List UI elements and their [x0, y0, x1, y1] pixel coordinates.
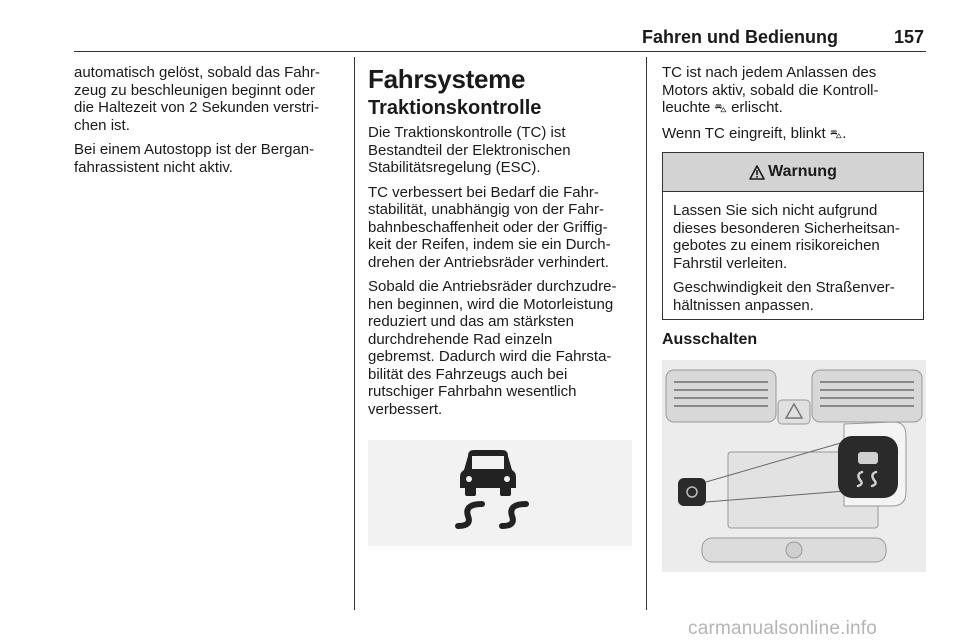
paragraph-tc-function: TC verbessert bei Bedarf die Fahr- stabilität, unabhängig von der Fahr- bahnbeschaffenheit oder der Griffig- keit der Reifen, indem sie ein Durch- drehen der Antriebsräder verhindert. [368, 183, 611, 271]
watermark: carmanualsonline.info [688, 618, 878, 639]
warning-triangle-icon [749, 165, 765, 180]
paragraph-hill-start-release: automatisch gelöst, sobald das Fahr- zeug zu beschleunigen beginnt oder die Haltezeit von 2 Sekunden verstri- chen ist. [74, 64, 320, 134]
subsection-title-switch-off: Ausschalten [662, 331, 758, 348]
column-1 [74, 64, 346, 183]
paragraph-tc-activation: TC ist nach jedem Anlassen des Motors aktiv, sobald die Kontroll- leuchte ⛍ erlischt. [662, 64, 879, 116]
traction-control-icon [368, 440, 632, 546]
warning-box [662, 152, 924, 320]
tc-warning-light-icon: ⛍ [829, 126, 843, 141]
page-number: 157 [893, 27, 924, 47]
column-3-lower [662, 330, 926, 350]
paragraph-tc-operation: Sobald die Antriebsräder durchzudre- hen beginnen, wird die Motorleistung reduziert und das am stärksten durchdrehende Rad einzeln gebremst. Dadurch wird die Fahrsta- bilität des Fahrzeugs auch bei rutschiger Fahrbahn wesentlich verbessert. [368, 278, 617, 418]
warning-header [663, 153, 923, 192]
warning-paragraph-1: Lassen Sie sich nicht aufgrund dieses besonderen Sicherheitsan- gebotes zu einem risikoreichen Fahrstil verleiten. [673, 202, 900, 272]
column-2 [368, 64, 636, 425]
page-header [74, 26, 926, 52]
paragraph-tc-flashes: Wenn TC eingreift, blinkt ⛍. [662, 124, 847, 142]
tc-warning-light-icon: ⛍ [714, 101, 727, 115]
warning-paragraph-2: Geschwindigkeit den Straßenver- hältnissen anpassen. [673, 279, 895, 314]
paragraph-autostop-note: Bei einem Autostopp ist der Bergan- fahrassistent nicht aktiv. [74, 141, 315, 176]
section-title: Fahrsysteme [368, 64, 526, 94]
chapter-title: Fahren und Bedienung [642, 27, 838, 47]
column-divider-right [646, 57, 647, 610]
paragraph-tc-definition: Die Traktionskontrolle (TC) ist Bestandteil der Elektronischen Stabilitätsregelung (ESC). [368, 124, 571, 176]
column-3 [662, 64, 926, 150]
warning-title: Warnung [768, 163, 837, 180]
dashboard-tc-button-illustration [662, 360, 926, 572]
column-divider-left [354, 57, 355, 610]
subsection-title-traction-control: Traktionskontrolle [368, 97, 542, 119]
